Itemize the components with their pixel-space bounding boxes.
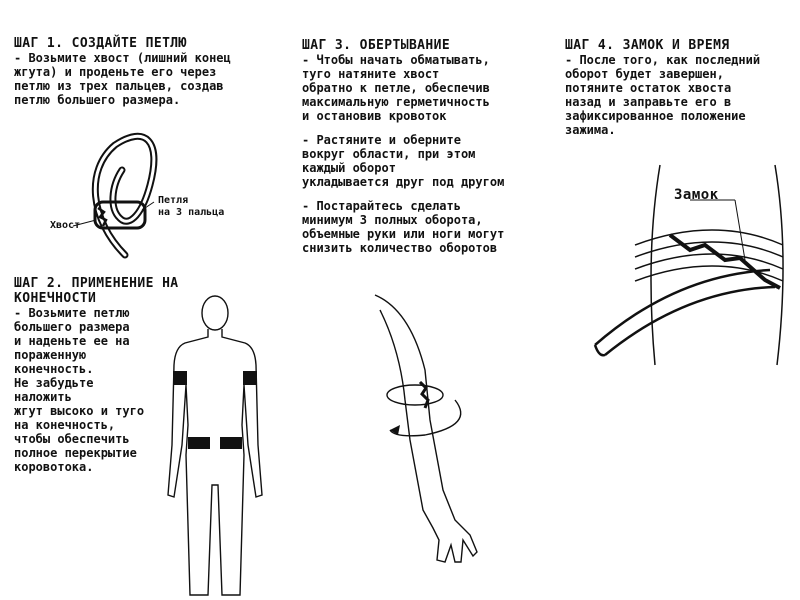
step1-title: ШАГ 1. СОЗДАЙТЕ ПЕТЛЮ: [14, 36, 187, 51]
step3-section: [302, 38, 552, 265]
step4-body: - После того, как последний оборот будет завершен, потяните остаток хвоста назад и заправьте его в зафиксированное положение зажима.: [565, 53, 761, 137]
step4-title: ШАГ 4. ЗАМОК И ВРЕМЯ: [565, 38, 730, 53]
step2-body: - Возьмите петлю большего размера и наденьте ее на пораженную конечность. Не забудьте наложить жгут высоко и туго на конечность, чтобы обеспечить полное перекрытие коровотока.: [14, 306, 145, 474]
step2-title: ШАГ 2. ПРИМЕНЕНИЕ НА КОНЕЧНОСТИ: [14, 276, 179, 306]
step3-paragraph-3: - Постарайтесь сделать минимум 3 полных оборота, объемные руки или ноги могут снизить количество оборотов: [302, 199, 505, 255]
step4-section: [565, 38, 790, 137]
lock-illustration: [595, 165, 790, 405]
step3-title: ШАГ 3. ОБЕРТЫВАНИЕ: [302, 38, 451, 53]
tail-label: Хвост: [50, 220, 81, 231]
step3-paragraph-1: - Чтобы начать обматывать, туго натяните хвост обратно к петле, обеспечив максимальную герметичность и остановив кровоток: [302, 53, 490, 123]
lock-label: Замок: [674, 187, 719, 203]
arm-wrapping-illustration: [365, 290, 505, 580]
body-figure-illustration: [160, 295, 270, 595]
step1-body: - Возьмите хвост (лишний конец жгута) и проденьте его через петлю из трех пальцев, создав петлю большего размера.: [14, 51, 231, 107]
step3-paragraph-2: - Растяните и оберните вокруг области, при этом каждый оборот укладывается друг под другом: [302, 133, 505, 189]
loop-label: Петля на 3 пальца: [158, 195, 225, 218]
step1-section: [14, 36, 284, 107]
